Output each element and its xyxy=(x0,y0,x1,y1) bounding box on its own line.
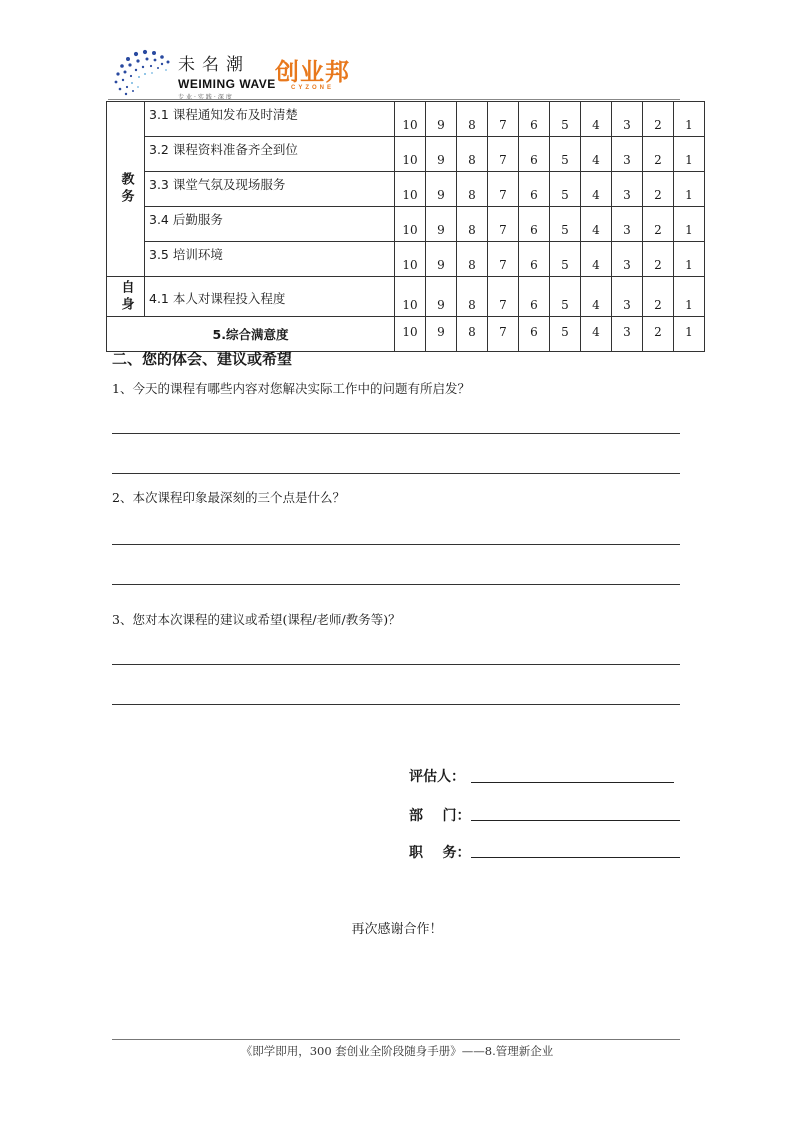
score-option[interactable]: 2 xyxy=(643,172,674,207)
group-label: 自身 xyxy=(107,277,145,317)
answer-line-1a[interactable] xyxy=(112,433,680,434)
answer-line-2b[interactable] xyxy=(112,584,680,585)
logo-text-block xyxy=(178,50,276,101)
logo-chinese-name: 未名潮 xyxy=(178,55,250,75)
answer-line-2a[interactable] xyxy=(112,544,680,545)
score-option[interactable]: 6 xyxy=(519,242,550,277)
score-option[interactable]: 3 xyxy=(612,172,643,207)
section-two-title: 二、您的体会、建议或希望 xyxy=(112,350,293,368)
score-option[interactable]: 4 xyxy=(581,102,612,137)
score-option[interactable]: 7 xyxy=(488,102,519,137)
rating-table xyxy=(106,101,705,352)
position-field[interactable] xyxy=(471,857,680,858)
rating-table-body xyxy=(107,102,705,352)
score-option[interactable]: 5 xyxy=(550,242,581,277)
criterion-label: 3.2 课程资料准备齐全到位 xyxy=(145,137,395,172)
score-option[interactable]: 3 xyxy=(612,137,643,172)
table-row xyxy=(107,242,705,277)
score-option[interactable]: 7 xyxy=(488,137,519,172)
table-row xyxy=(107,137,705,172)
question-2: 2、本次课程印象最深刻的三个点是什么？ xyxy=(112,490,345,505)
score-option[interactable]: 2 xyxy=(643,137,674,172)
question-1: 1、今天的课程有哪些内容对您解决实际工作中的问题有所启发？ xyxy=(112,381,470,396)
score-option[interactable]: 2 xyxy=(643,277,674,317)
score-option[interactable]: 2 xyxy=(643,242,674,277)
score-option[interactable]: 6 xyxy=(519,207,550,242)
closing-thanks: 再次感谢合作！ xyxy=(351,922,443,937)
department-field[interactable] xyxy=(471,820,680,821)
score-option[interactable]: 9 xyxy=(426,137,457,172)
score-option[interactable]: 1 xyxy=(674,277,705,317)
score-option[interactable]: 5 xyxy=(550,172,581,207)
score-option[interactable]: 4 xyxy=(581,137,612,172)
score-option[interactable]: 1 xyxy=(674,102,705,137)
score-option[interactable]: 6 xyxy=(519,102,550,137)
score-option[interactable]: 8 xyxy=(457,137,488,172)
table-row xyxy=(107,172,705,207)
score-option[interactable]: 9 xyxy=(426,317,457,352)
answer-line-1b[interactable] xyxy=(112,473,680,474)
score-option[interactable]: 5 xyxy=(550,277,581,317)
evaluator-field[interactable] xyxy=(471,782,674,783)
score-option[interactable]: 8 xyxy=(457,242,488,277)
summary-label: 5.综合满意度 xyxy=(107,317,395,352)
summary-row xyxy=(107,317,705,352)
answer-line-3a[interactable] xyxy=(112,664,680,665)
score-option[interactable]: 10 xyxy=(395,102,426,137)
footer-divider xyxy=(112,1039,680,1040)
score-option[interactable]: 9 xyxy=(426,102,457,137)
logo-english-name: WEIMING WAVE xyxy=(178,77,276,91)
score-option[interactable]: 10 xyxy=(395,172,426,207)
score-option[interactable]: 10 xyxy=(395,277,426,317)
score-option[interactable]: 4 xyxy=(581,317,612,352)
score-option[interactable]: 8 xyxy=(457,207,488,242)
brand-english-name: CYZONE xyxy=(290,85,334,91)
department-label: 部 门： xyxy=(409,808,471,824)
score-option[interactable]: 9 xyxy=(426,242,457,277)
criterion-label: 3.1 课程通知发布及时清楚 xyxy=(145,102,395,137)
score-option[interactable]: 6 xyxy=(519,277,550,317)
score-option[interactable]: 8 xyxy=(457,277,488,317)
score-option[interactable]: 1 xyxy=(674,242,705,277)
header-divider xyxy=(108,99,680,100)
score-option[interactable]: 3 xyxy=(612,242,643,277)
score-option[interactable]: 3 xyxy=(612,207,643,242)
logo-tagline: 专业·实践·深度 xyxy=(178,94,234,101)
score-option[interactable]: 10 xyxy=(395,207,426,242)
page-footer: 《即学即用，300 套创业全阶段随身手册》——8.管理新企业 xyxy=(240,1044,554,1058)
score-option[interactable]: 3 xyxy=(612,317,643,352)
score-option[interactable]: 2 xyxy=(643,207,674,242)
score-option[interactable]: 1 xyxy=(674,172,705,207)
answer-line-3b[interactable] xyxy=(112,704,680,705)
score-option[interactable]: 8 xyxy=(457,172,488,207)
score-option[interactable]: 6 xyxy=(519,172,550,207)
score-option[interactable]: 10 xyxy=(395,242,426,277)
score-option[interactable]: 8 xyxy=(457,102,488,137)
score-option[interactable]: 4 xyxy=(581,277,612,317)
score-option[interactable]: 9 xyxy=(426,277,457,317)
cyzone-brand xyxy=(275,52,350,91)
evaluator-label: 评估人： xyxy=(409,769,465,785)
score-option[interactable]: 6 xyxy=(519,317,550,352)
score-option[interactable]: 7 xyxy=(488,172,519,207)
score-option[interactable]: 6 xyxy=(519,137,550,172)
score-option[interactable]: 1 xyxy=(674,317,705,352)
score-option[interactable]: 9 xyxy=(426,207,457,242)
score-option[interactable]: 5 xyxy=(550,207,581,242)
score-option[interactable]: 4 xyxy=(581,172,612,207)
weiming-wave-logo-icon xyxy=(108,44,178,100)
score-option[interactable]: 2 xyxy=(643,102,674,137)
score-option[interactable]: 2 xyxy=(643,317,674,352)
score-option[interactable]: 1 xyxy=(674,207,705,242)
score-option[interactable]: 8 xyxy=(457,317,488,352)
criterion-label: 4.1 本人对课程投入程度 xyxy=(145,277,395,317)
score-option[interactable]: 7 xyxy=(488,207,519,242)
score-option[interactable]: 10 xyxy=(395,317,426,352)
group-label: 教务 xyxy=(107,102,145,277)
score-option[interactable]: 7 xyxy=(488,242,519,277)
score-option[interactable]: 7 xyxy=(488,277,519,317)
table-row xyxy=(107,102,705,137)
score-option[interactable]: 4 xyxy=(581,242,612,277)
score-option[interactable]: 10 xyxy=(395,137,426,172)
brand-chinese-name: 创业邦 xyxy=(275,58,350,86)
score-option[interactable]: 9 xyxy=(426,172,457,207)
score-option[interactable]: 1 xyxy=(674,137,705,172)
score-option[interactable]: 5 xyxy=(550,317,581,352)
score-option[interactable]: 7 xyxy=(488,317,519,352)
score-option[interactable]: 5 xyxy=(550,102,581,137)
table-row xyxy=(107,277,705,317)
criterion-label: 3.3 课堂气氛及现场服务 xyxy=(145,172,395,207)
score-option[interactable]: 5 xyxy=(550,137,581,172)
score-option[interactable]: 3 xyxy=(612,102,643,137)
score-option[interactable]: 3 xyxy=(612,277,643,317)
question-3: 3、您对本次课程的建议或希望(课程/老师/教务等)？ xyxy=(112,612,401,627)
table-row xyxy=(107,207,705,242)
criterion-label: 3.5 培训环境 xyxy=(145,242,395,277)
criterion-label: 3.4 后勤服务 xyxy=(145,207,395,242)
position-label: 职 务： xyxy=(409,845,471,861)
score-option[interactable]: 4 xyxy=(581,207,612,242)
